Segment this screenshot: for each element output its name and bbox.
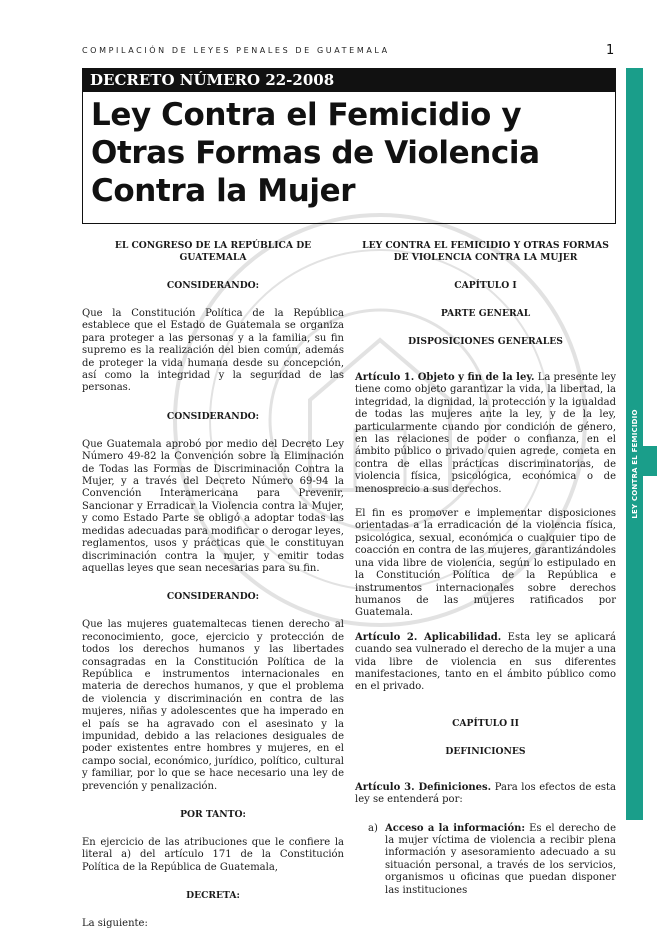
definition-item-a — [355, 823, 616, 897]
left-column — [82, 240, 344, 931]
running-head: COMPILACIÓN DE LEYES PENALES DE GUATEMALA — [82, 46, 390, 55]
decree-label: DECRETO NÚMERO 22-2008 — [83, 69, 615, 92]
paragraph-1: Que la Constitución Política de la República establece que el Estado de Guatemala se organiza para proteger a las personas y a la familia, su fin supremo es la realización del bien común, además de proteger la vida humana desde su concepción, así como la integridad y la seguridad de las personas. — [82, 308, 344, 394]
side-tab-marker — [643, 446, 657, 476]
definition-item-a-text: Es el derecho de la mujer víctima de violencia a recibir plena información y asesoramiento adecuado a su situación personal, a través de los servicios, organismos u oficinas que puedan disponer las instituciones — [385, 822, 616, 896]
heading-decreta: DECRETA: — [186, 890, 240, 902]
article-3 — [355, 782, 616, 807]
heading-considerando-2: CONSIDERANDO: — [166, 410, 260, 422]
paragraph-4: En ejercicio de las atribuciones que le confiere la literal a) del artículo 171 de la Constitución Política de la República de Guatemala, — [82, 837, 344, 873]
side-tab-label — [626, 410, 643, 518]
heading-chapter-1: CAPÍTULO I — [454, 280, 517, 291]
article-2-title: Artículo 2. Aplicabilidad. — [355, 631, 502, 643]
paragraph-3: Que las mujeres guatemaltecas tienen derecho al reconocimiento, goce, ejercicio y protección de todos los derechos humanos y las libertades consagradas en la Constitución Política de la República e instrumentos internacionales en materia de derechos humanos, y que el problema de violencia y discriminación en contra de las mujeres, niñas y adolescentes que ha imperado en el país se ha agravado con el asesinato y la impunidad, debido a las relaciones desiguales de poder existentes entre hombres y mujeres, en el campo social, económico, jurídico, político, cultural y familiar, por lo que se hace necesario una ley de prevención y penalización. — [82, 619, 344, 792]
paragraph-2: Que Guatemala aprobó por medio del Decreto Ley Número 49-82 la Convención sobre la Eliminación de Todas las Formas de Discriminación Contra la Mujer, y a través del Decreto Número 69-94 la Convención Interamericana para Prevenir, Sancionar y Erradicar la Violencia contra la Mujer, y como Estado Parte se obligó a adoptar todas las medidas adecuadas para modificar o derogar leyes, reglamentos, usos y prácticas que le constituyan discriminación contra la mujer, y emitir todas aquellas leyes que sean necesarias para su fin. — [82, 438, 344, 574]
article-3-title: Artículo 3. Definiciones. — [355, 781, 492, 793]
title-box — [82, 68, 616, 224]
article-1-paragraph-2: El fin es promover e implementar disposiciones orientadas a la erradicación de la violencia física, psicológica, sexual, económica o cualquier tipo de coacción en contra de las mujeres, garantizándoles una vida libre de violencia, según lo estipulado en la Constitución Política de la República e instrumentos internacionales sobre derechos humanos de las mujeres ratificados por Guatemala. — [355, 508, 616, 619]
article-1 — [355, 372, 616, 496]
heading-chapter-2: CAPÍTULO II — [452, 717, 519, 729]
article-2 — [355, 632, 616, 694]
heading-definitions: DEFINICIONES — [445, 745, 526, 757]
article-3-text: Para los efectos de esta ley se entenderá por: — [355, 781, 616, 806]
article-1-title: Artículo 1. Objeto y fin de la ley. — [355, 372, 535, 383]
heading-considerando-1: CONSIDERANDO: — [166, 280, 260, 291]
heading-considerando-3: CONSIDERANDO: — [166, 591, 260, 603]
paragraph-5: La siguiente: — [82, 918, 148, 930]
side-tab-text: LEY CONTRA EL FEMICIDIO — [630, 409, 639, 519]
article-2-text: Esta ley se aplicará cuando sea vulnerado el derecho de la mujer a una vida libre de violencia en sus diferentes manifestaciones, tanto en el ámbito público como en el privado. — [355, 631, 616, 693]
law-title-line-1: Ley Contra el Femicidio y — [91, 97, 522, 133]
definition-item-a-marker: a) — [368, 822, 378, 834]
heading-congress: EL CONGRESO DE LA REPÚBLICA DE GUATEMALA — [114, 240, 312, 263]
heading-part-general: PARTE GENERAL — [440, 308, 531, 319]
heading-law: LEY CONTRA EL FEMICIDIO Y OTRAS FORMAS DE VIOLENCIA CONTRA LA MUJER — [362, 240, 609, 263]
law-title-line-2: Otras Formas de Violencia — [91, 135, 540, 171]
heading-por-tanto: POR TANTO: — [180, 809, 246, 820]
article-1-text: La presente ley tiene como objeto garantizar la vida, la libertad, la integridad, la dignidad, la protección y la igualdad de todas las mujeres ante la ley, y de la ley, particularmente cuando por condición de género, en las relaciones de poder o confianza, en el ámbito público o privado quien agrede, cometa en contra de ellas prácticas discriminatorias, de violencia física, psicológica, económica o de menosprecio a sus derechos. — [355, 372, 616, 495]
page-number: 1 — [606, 43, 615, 58]
law-title-line-3: Contra la Mujer — [91, 173, 356, 209]
heading-general-provisions: DISPOSICIONES GENERALES — [408, 336, 563, 347]
definition-item-a-term: Acceso a la información: — [385, 822, 526, 834]
law-title — [91, 96, 615, 210]
right-column — [355, 240, 616, 897]
